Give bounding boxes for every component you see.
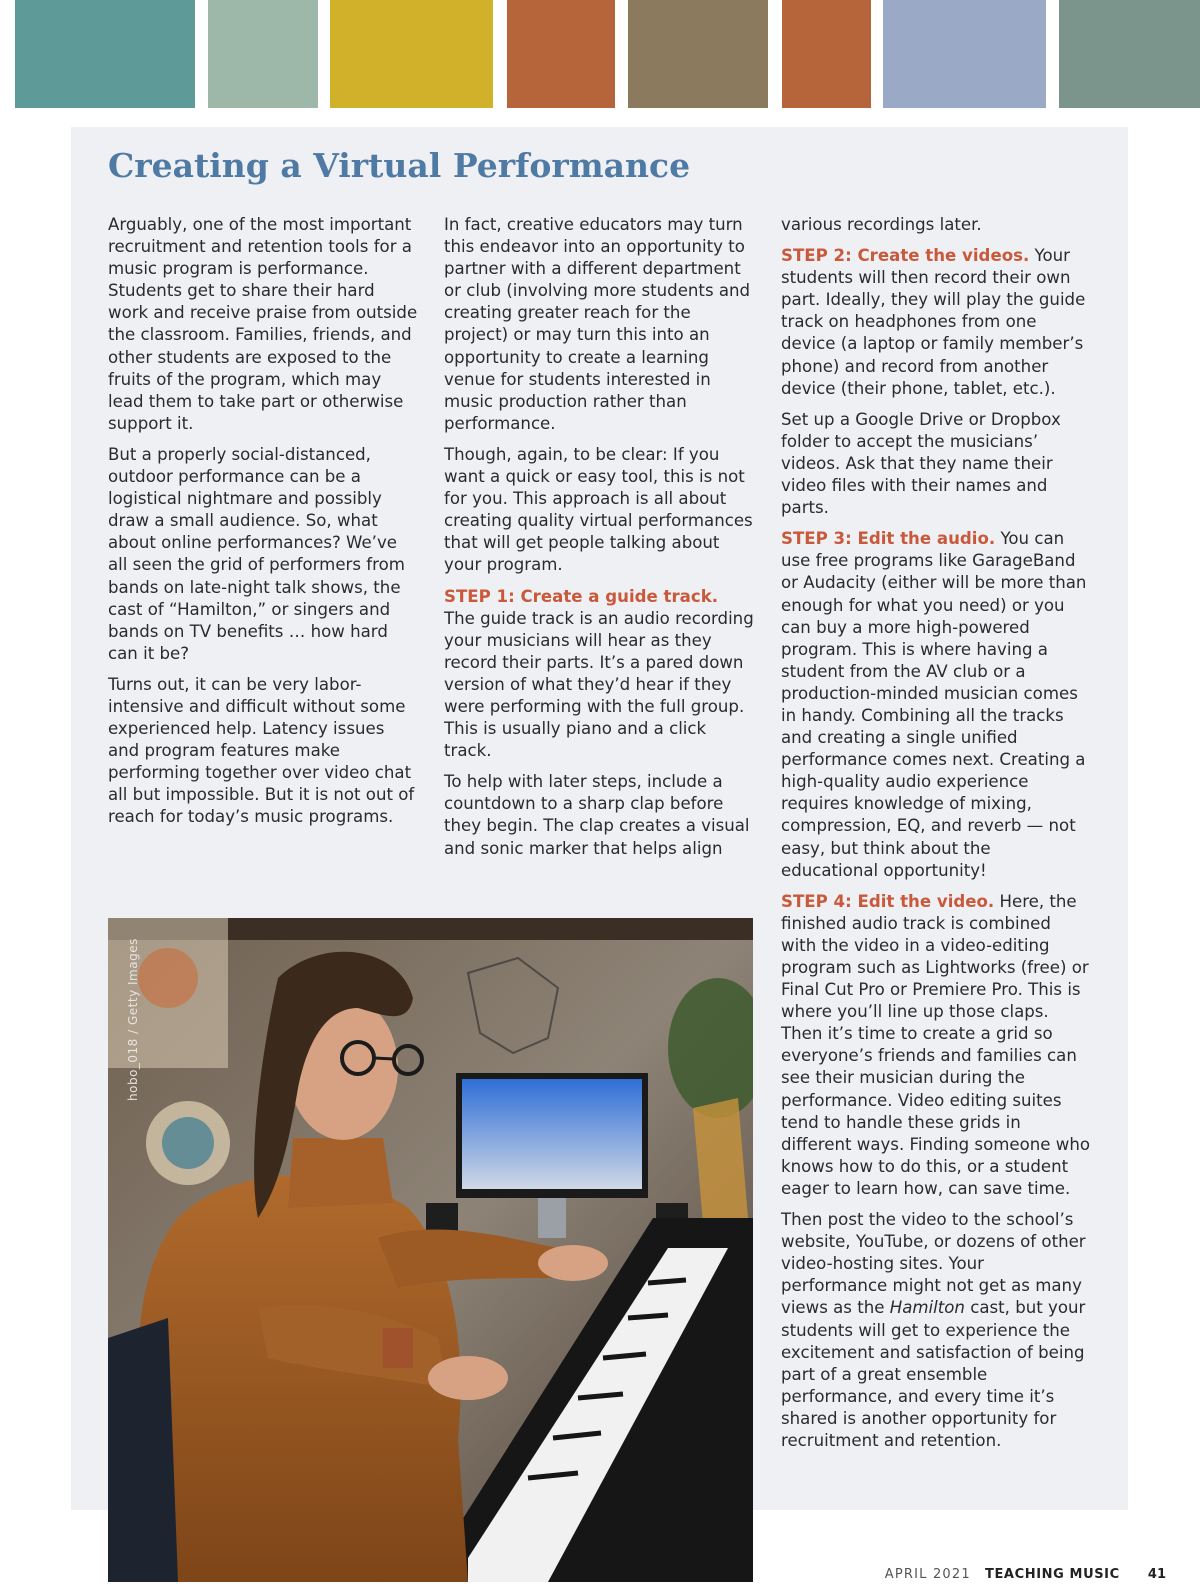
step-2-paragraph [781,245,1091,400]
paragraph: Turns out, it can be very labor-intensive and difficult without some experienced help. Latency issues and program features make performing together over video chat all but impossible. But it is not out of reach for today’s music programs. [108,674,415,827]
paragraph: But a properly social-distanced, outdoor performance can be a logistical nightmare and possibly draw a small audience. So, what about online performances? We’ve all seen the grid of performers from bands on late-night talk shows, the cast of “Hamilton,” or singers and bands on TV benefits … how hard can it be? [108,444,405,663]
step-4-text: Here, the finished audio track is combined with the video in a video-editing program such as Lightworks (free) or Final Cut Pro or Premiere Pro. This is where you’ll line up those claps. Then it’s time to create a grid so everyone’s friends and families can see their musician during the performance. Video editing suites tend to handle these grids in different ways. Finding someone who knows how to do this, or a student eager to learn how, can save time. [781,891,1091,1198]
color-swatch-4 [507,0,615,108]
step-1-paragraph [444,586,754,763]
text-column-1 [108,214,418,838]
color-swatch-5 [628,0,768,108]
closing-paragraph [781,1209,1091,1452]
color-swatch-1 [15,0,195,108]
step-2-heading: STEP 2: Create the videos. [781,246,1030,266]
hamilton-emphasis: Hamilton [889,1298,965,1318]
paragraph: Though, again, to be clear: If you want a quick or easy tool, this is not for you. This approach is all about creating quality virtual performances that will get people talking about your program. [444,444,753,575]
paragraph: various recordings later. [781,215,982,234]
color-swatch-6 [782,0,871,108]
text-column-3 [781,214,1091,1461]
photo-credit: hobo_018 / Getty Images [126,938,140,1101]
step-3-heading: STEP 3: Edit the audio. [781,529,996,549]
step-1-text: The guide track is an audio recording your musicians will hear as they record their parts. It’s a pared down version of what they’d hear if they were performing with the full group. This is usually piano and a click track. [444,608,754,761]
closing-text-b: cast, but your students will get to experience the excitement and satisfaction of being part of a great ensemble performance, and every time it’s shared is another opportunity for recruitment and retention. [781,1298,1086,1450]
article-title: Creating a Virtual Performance [108,146,691,185]
page-footer [885,1566,1166,1584]
color-swatch-3 [330,0,493,108]
paragraph: In fact, creative educators may turn this endeavor into an opportunity to partner with a different department or club (involving more students and creating greater reach for the project) or may turn this into an opportunity to create a learning venue for students interested in music production rather than performance. [444,215,751,433]
musician-illustration [108,918,753,1582]
page-number: 41 [1147,1567,1166,1582]
step-2-text: Your students will then record their own part. Ideally, they will play the guide track on headphones from one device (a laptop or family member’s phone) and record from another device (their phone, tablet, etc.). [781,246,1086,398]
step-1-heading: STEP 1: Create a guide track. [444,586,719,606]
step-3-paragraph [781,528,1091,882]
paragraph: To help with later steps, include a countdown to a sharp clap before they begin. The clap creates a visual and sonic marker that helps align [444,772,750,858]
issue-date: APRIL 2021 [884,1567,971,1582]
paragraph: Arguably, one of the most important recruitment and retention tools for a music program is performance. Students get to share their hard work and receive praise from outside the classroom. Families, friends, and other students are exposed to the fruits of the program, which may lead them to take part or otherwise support it. [108,215,418,433]
step-3-text: You can use free programs like GarageBand or Audacity (either will be more than enough for what you need) or you can buy a more high-powered program. This is where having a student from the AV club or a production-minded musician comes in handy. Combining all the tracks and creating a single unified performance comes next. Creating a high-quality audio experience requires knowledge of mixing, compression, EQ, and reverb — not easy, but think about the educational opportunity! [781,529,1087,880]
closing-text-a: Then post the video to the school’s website, YouTube, or dozens of other video-hosting sites. Your performance might not get as many views as the [781,1210,1086,1318]
color-swatch-7 [883,0,1046,108]
color-swatch-8 [1059,0,1200,108]
magazine-name: TEACHING MUSIC [984,1567,1120,1582]
paragraph: Set up a Google Drive or Dropbox folder to accept the musicians’ videos. Ask that they name their video files with their names and parts. [781,409,1061,518]
step-4-paragraph [781,891,1091,1200]
step-4-heading: STEP 4: Edit the video. [781,891,995,911]
musician-photo [108,918,753,1582]
color-swatch-2 [208,0,318,108]
text-column-2 [444,214,754,869]
